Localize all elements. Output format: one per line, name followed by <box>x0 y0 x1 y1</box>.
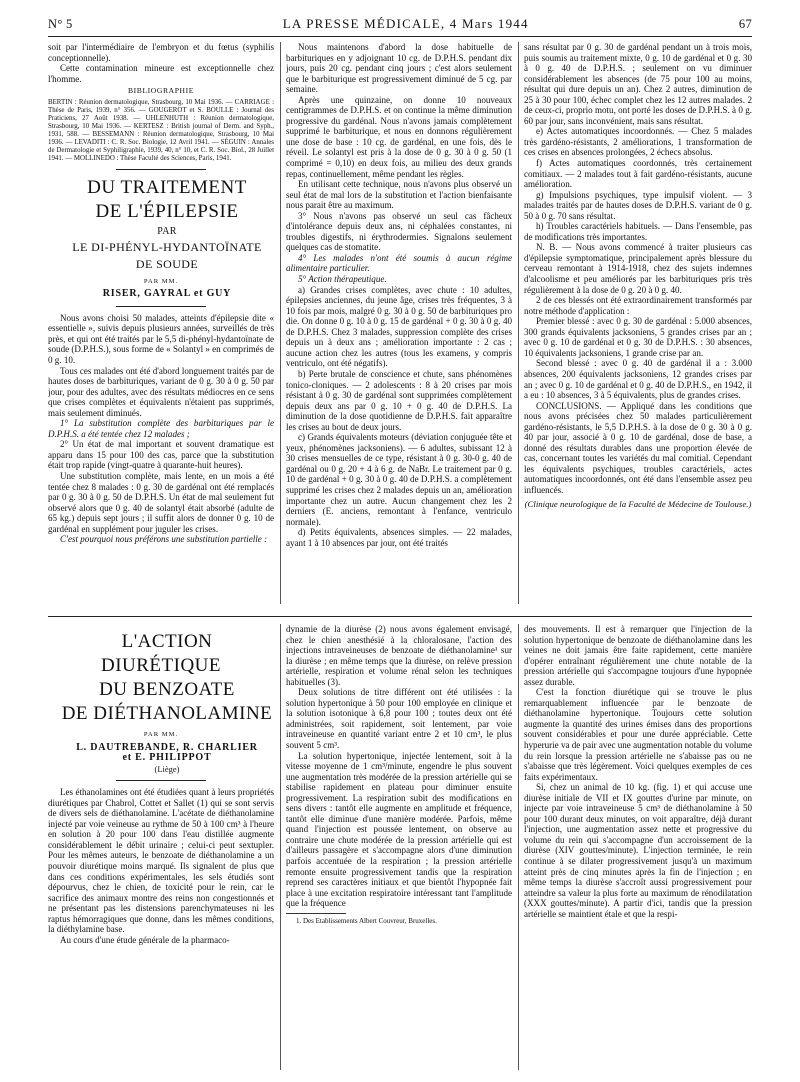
paragraph: Si, chez un animal de 10 kg. (fig. 1) et qui accuse une diurèse initiale de VII et IX gouttes d'urine par minute, on injecte par voie intraveineuse 5 cm³ de diéthanolamine à 50 pour 100 durant deux minutes, on voit apparaître, déjà durant l'injection, une augmentation assez nette et progressive du volume du rein qui s'accompagne d'un accroissement de la diurèse (XIV gouttes/minute). L'injection terminée, le rein continue à se dilater progressivement jusqu'à un maximum atteint près de cinq minutes après la fin de l'injection ; en même temps la diurèse s'accroît aussi progressivement pour atteindre sa valeur la plus forte au maximum de rénodilatation (XXX gouttes/minute). A partir d'ici, tandis que la pression artérielle se maintient étale et que la respi- <box>524 782 752 919</box>
article1-title-par: PAR <box>157 225 177 237</box>
paragraph: Premier blessé : avec 0 g. 30 de gardénal : 5.000 absences, 300 grands équivalents jacksoniens, 5 grandes crises par an ; avec 0 g. 10 de gardénal et 0 g. 30 de D.P.H.S. : 30 absences, 10 équivalents jacksoniens, 1 grande crise par an. <box>524 316 752 358</box>
bibliography-title: BIBLIOGRAPHIE <box>127 86 195 96</box>
paragraph: d) Petits équivalents, absences simples. — 22 malades, ayant 1 à 10 absences par jour, ont été traités <box>286 527 512 548</box>
article1-column-1 <box>48 42 274 612</box>
paragraph: Après une quinzaine, on donne 10 nouveaux centigrammes de D.P.H.S. et on continue la même diminution progressive du gardénal. Nous n'avons jamais complètement supprimé le barbiturique, et nous en donnons régulièrement une dose de base : 10 cg. de gardénal, en une fois, dès le réveil. Le solantyl est pris à la dose de 0 g. 30 à 0 g. 50 (1 comprimé = 0,10) en deux fois, au milieu des deux grands repas, continuellement, même pendant les règles. <box>286 94 512 179</box>
article2-column-1 <box>48 624 274 1074</box>
paragraph: a) Grandes crises complètes, avec chute : 10 adultes, épilepsies anciennes, du jeune âge, crises très fréquentes, 3 à 10 fois par mois, malgré 0 g. 30 à 0 g. 50 de barbituriques pro die. On donne 0 g. 10 à 0 g. 15 de gardénal + 0 g. 30 à 0 g. 40 de D.P.H.S. Chez 3 malades, suppression complète des crises depuis un à deux ans ; amélioration importante : 2 cas ; aucune action chez les autres (tous les examens, y compris ventriculo, ont été négatifs). <box>286 284 512 369</box>
article1-column-2 <box>286 42 512 612</box>
clinique-affiliation: (Clinique neurologique de la Faculté de Médecine de Toulouse.) <box>524 498 752 509</box>
paragraph: e) Actes automatiques incoordonnés. — Chez 5 malades très gardéno-résistants, 2 améliorations, 1 transformation de ces crises en absences prolongées, 2 échecs absolus. <box>524 126 752 158</box>
separator-rule <box>116 169 206 170</box>
paragraph: des mouvements. Il est à remarquer que l'injection de la solution hypertonique de benzoate de diéthanolamine dans les veines ne doit jamais être faite rapidement, cette manière d'opérer entraînant régulièrement une chute notable de la pression artérielle qui s'accompagne toujours d'une hypopnée assez durable. <box>524 624 752 687</box>
article-separator-rule <box>48 616 752 617</box>
paragraph: Une substitution complète, mais lente, en un mois a été tentée chez 8 malades : 0 g. 30 de gardénal ont été remplacés par 0 g. 30 à 0 g. 50 de D.P.H.S. Un état de mal seulement fut observé alors que 0 g. 40 de solantyl était absorbé (adulte de 65 kg.) depuis sept jours ; il suffit alors de donner 0 g. 10 de gardénal en supplément pour juguler les crises. <box>48 471 274 534</box>
paragraph: 4° Les malades n'ont été soumis à aucun régime alimentaire particulier. <box>286 252 512 274</box>
paragraph: f) Actes automatiques coordonnés, très certainement comitiaux. — 2 malades tout à fait gardéno-résistants, aucune amélioration. <box>524 158 752 190</box>
separator-rule <box>116 306 206 307</box>
article1-authors: RISER, GAYRAL et GUY <box>102 288 232 300</box>
page-number-left: N° 5 <box>48 17 73 31</box>
article2-title-line: DE DIÉTHANOLAMINE <box>61 703 273 724</box>
article2-title-line: DU BENZOATE <box>99 679 235 700</box>
footnote-rule <box>286 913 346 914</box>
article2-column-3 <box>524 624 752 1074</box>
footnote: 1. Des Etablissements Albert Couvreur, Bruxelles. <box>296 916 437 925</box>
paragraph: 1° La substitution complète des barbituriques par le D.P.H.S. a été tentée chez 12 malades ; <box>48 418 274 439</box>
column-rule <box>280 624 281 1070</box>
article2-authors: L. DAUTREBANDE, R. CHARLIER <box>76 741 258 753</box>
paragraph: N. B. — Nous avons commencé à traiter plusieurs cas d'épilepsie symptomatique, principalement après blessure du cerveau remontant à 1914-1918, chez des sujets indemnes d'alcoolisme et peu améliorés par les barbituriques pris très régulièrement à la dose de 0 g. 20 à 0 g. 40. <box>524 242 752 295</box>
paragraph: dynamie de la diurèse (2) nous avons également envisagé, chez le chien anesthésié à la chloralosane, l'action des injections intraveineuses de benzoate de diéthanolamine¹ sur la diurèse ; en même temps que la diurèse, on relève pression artérielle, respiration et volume rénal selon les techniques habituelles (3). <box>286 624 512 687</box>
article1-title-line: DU TRAITEMENT <box>87 176 247 198</box>
paragraph: 5° Action thérapeutique. <box>298 274 387 285</box>
paragraph: b) Perte brutale de conscience et chute, sans phénomènes tonico-cloniques. — 2 adolescents : 8 à 20 crises par mois résistant à 0 g. 30 de gardénal sont supprimées complètement depuis deux ans par 0 g. 10 + 0 g. 40 de D.P.H.S. La diminution de la dose quotidienne de D.P.H.S. fait apparaître les crises au bout de deux jours. <box>286 368 512 432</box>
article2-authors: et E. PHILIPPOT <box>122 752 212 764</box>
article2-title-line: L'ACTION DIURÉTIQUE <box>100 631 222 676</box>
par-mm: PAR MM. <box>143 731 179 738</box>
paragraph: h) Troubles caractériels habituels. — Dans l'ensemble, pas de modifications très importantes. <box>524 221 752 242</box>
column-rule <box>280 42 281 604</box>
article2-column-2 <box>286 624 512 1074</box>
column-rule <box>518 624 519 1070</box>
article1-title-line: LE DI-PHÉNYL-HYDANTOÏNATE <box>72 239 262 254</box>
paragraph: C'est pourquoi nous préférons une substitution partielle : <box>60 534 268 545</box>
article2-affiliation: (Liège) <box>154 763 180 774</box>
page-header <box>48 16 752 34</box>
paragraph: Au cours d'une étude générale de la pharmaco- <box>60 934 230 945</box>
paragraph: Tous ces malades ont été d'abord longuement traités par de hautes doses de barbituriques, variant de 0 g. 30 à 0 g. 50 par jour, pour des adultes, avec des résultats médiocres en ce sens que crises complètes et équivalents n'étaient pas supprimés, mais seulement diminués. <box>48 365 274 418</box>
paragraph: 2° Un état de mal important et souvent dramatique est apparu dans 15 pour 100 des cas, parce que la substitution était trop rapide (vingt-quatre à quarante-huit heures). <box>48 439 274 471</box>
paragraph: Second blessé : avec 0 g. 40 de gardénal il a : 3.000 absences, 200 équivalents jacksoniens, 12 grandes crises par an ; avec 0 g. 10 de gardénal et 0 g. 40 de D.P.H.S., en 1942, il a eu : 10 absences, 3 à 5 équivalents, plus de grandes crises. <box>524 358 752 401</box>
separator-rule <box>116 780 206 781</box>
header-rule <box>48 36 752 37</box>
paragraph: soit par l'intermédiaire de l'embryon et du fœtus (syphilis conceptionnelle). <box>48 42 274 63</box>
bibliography: BERTIN : Réunion dermatologique, Strasbourg, 10 Mai 1936. — CARRIAGE : Thèse de Paris, 1939, n° 356. — GOUGEROT et S. BOULLE : Journal des Praticiens, 27 Août 1938. — UHLENHUTH : Réunion dermatologique, Strasbourg, 10 Mai 1936. — KERTESZ : British journal of Derm. and Syph., 1931, 588. — BESSEMANN : Réunion dermatologique, Strasbourg, 10 Mai 1936. — LEVADITI : C. R. Soc. Biologie, 12 Avril 1941. — SÉGUIN : Annales de Dermatologie et Syphiligraphie, 1939, 40, n° 10, et C. R. Soc. Biol., 28 Juillet 1941. — MOLLINEDO : Thèse Faculté des Sciences, Paris, 1941. <box>48 98 274 162</box>
paragraph: CONCLUSIONS. — Appliqué dans les conditions que nous avons précisées chez 50 malades particulièrement gardéno-résistants, le 5,5 D.P.H.S. à la dose de 0 g. 30 à 0 g. 40 par jour, associé à 0 g. 10 de gardénal, dose de base, a donné des résultats durables dans une proportion élevée de cas, concernant toutes les variétés du mal comitial. Cependant les équivalents psychiques, troubles caractériels, actes automatiques incoordonnés, ont été dans l'ensemble assez peu influencés. <box>524 400 752 495</box>
article1-title-line: DE L'ÉPILEPSIE <box>95 200 239 222</box>
paragraph: Nous avons choisi 50 malades, atteints d'épilepsie dite « essentielle », suivis depuis plusieurs années, surveillés de très près, et qui ont été traités par le 5,5 di-phényl-hydantoïnate de soude (D.P.H.S.), sous forme de « Solantyl » en comprimés de 0 g. 10. <box>48 312 274 366</box>
paragraph: c) Grands équivalents moteurs (déviation conjuguée tête et yeux, phénomènes jacksoniens). — 6 adultes, subissant 12 à 30 crises mensuelles de ce type, résistant à 0 g. 30-0 g. 40 de gardénal ou 0 g. 20 + 4 à 6 g. de NaBr. Le traitement par 0 g. 10 de gardénal + 0 g. 30 à 0 g. 40 de D.P.H.S. a complètement supprimé les crises chez 2 malades depuis un an, amélioration importante chez un autre. Aucun changement chez les 2 derniers (E. anciens, remontant à l'enfance, ventriculo normale). <box>286 432 512 527</box>
paragraph: sans résultat par 0 g. 30 de gardénal pendant un à trois mois, puis soumis au traitement mixte, 0 g. 10 de gardénal et 0 g. 30 à 0 g. 40 de D.P.H.S. ; seulement on vu diminuer considérablement les absences (de 75 pour 100 au moins, résultat qui dure depuis un an). Chez 2 autres, diminution de 25 à 30 pour 100, échec complet chez les 12 autres malades. 2 de ceux-ci, proprio motu, ont porté les doses de D.P.H.S. à 0 g. 60 par jour, sans inconvénient, mais sans résultat. <box>524 42 752 126</box>
paragraph: 3° Nous n'avons pas observé un seul cas fâcheux d'intolérance depuis deux ans, ni céphalées constantes, ni troubles digestifs, ni érythrodermies. Signalons seulement quelques cas de stomatite. <box>286 210 512 253</box>
page-number-right: 67 <box>738 17 752 31</box>
paragraph: La solution hypertonique, injectée lentement, soit à la vitesse moyenne de 1 cm³/minute, engendre le plus souvent une augmentation très modérée de la pression artérielle qui se stabilise rapidement en plateau pour diminuer ensuite progressivement. La respiration subit des modifications en sens divers : tantôt elle augmente en amplitude et fréquence, tantôt elle diminue d'une manière modérée. Parfois, même quand l'injection est poussée lentement, on observe au contraire une chute modérée de la pression artérielle qui est d'ailleurs passagère et s'accompagne alors d'une diminution parfois accentuée de la respiration ; la pression artérielle remonte ensuite progressivement tandis que la respiration reprend ses caractères initiaux et que bientôt l'hypopnée fait place à une excitation respiratoire intéressant tant l'amplitude que la fréquence <box>286 750 512 909</box>
article1-column-3 <box>524 42 752 612</box>
paragraph: Cette contamination mineure est exceptionnelle chez l'homme. <box>48 63 274 84</box>
paragraph: g) Impulsions psychiques, type impulsif violent. — 3 malades traités par de hautes doses de D.P.H.S. variant de 0 g. 50 à 0 g. 70 sans résultat. <box>524 189 752 221</box>
journal-title: LA PRESSE MÉDICALE, 4 Mars 1944 <box>282 16 529 31</box>
par-mm: PAR MM. <box>143 277 179 285</box>
paragraph: En utilisant cette technique, nous n'avons plus observé un seul état de mal lors de la substitution et l'action bienfaisante nous parait être au maximum. <box>286 179 512 211</box>
paragraph: Les éthanolamines ont été étudiées quant à leurs propriétés diurétiques par Chabrol, Cottet et Sallet (1) qui se sont servis de divers sels de diéthanolamine. L'acétate de diéthanolamine injecté par voie veineuse au rythme de 50 à 100 cm³ à l'heure en solution à 20 pour 100 dans l'eau distillée augmente considérablement le débit urinaire ; celui-ci peut sextupler. Pour les mêmes auteurs, le benzoate de diéthanolamine a un pouvoir diurétique moins marqué. Ils signalent de plus que dans ces conditions expérimentales, les sels étudiés sont dépourvus, chez le chien, de toxicité pour le rein, car le sacrifice des animaux montre des reins non congestionnés et ne présentant pas les distensions parenchymateuses ni les raptus hémorragiques que donne, dans les mêmes conditions, la diéthylamine base. <box>48 787 274 935</box>
paragraph: C'est la fonction diurétique qui se trouve le plus remarquablement influencée par le benzoate de diéthanolamine hypertonique. Toujours cette solution augmente la quantité des urines émises dans des proportions souvent considérables et pour une durée appréciable. Cette hyperurie va de pair avec une augmentation notable du volume du rein lorsque la pression artérielle ne s'abaisse pas ou ne s'abaisse que très légèrement. Voici quelques exemples de ces faits expérimentaux. <box>524 687 752 782</box>
paragraph: Deux solutions de titre différent ont été utilisées : la solution hypertonique à 50 pour 100 employée en clinique et la solution isotonique à 6,8 pour 100 ; toutes deux ont été administrées, soit rapidement, soit lentement, par voie intraveineuse en quantité variant entre 2 et 10 cm³, le plus souvent 5 cm³. <box>286 687 512 751</box>
paragraph: 2 de ces blessés ont été extraordinairement transformés par notre méthode d'application : <box>524 295 752 316</box>
paragraph: Nous maintenons d'abord la dose habituelle de barbituriques en y adjoignant 10 cg. de D.P.H.S. pendant dix jours, puis 20 cg. pendant cinq jours ; c'est alors seulement que le barbiturique est progressivement diminué de 5 cg. par semaine. <box>286 42 512 95</box>
article1-title-line: DE SOUDE <box>135 256 199 271</box>
column-rule <box>518 42 519 604</box>
